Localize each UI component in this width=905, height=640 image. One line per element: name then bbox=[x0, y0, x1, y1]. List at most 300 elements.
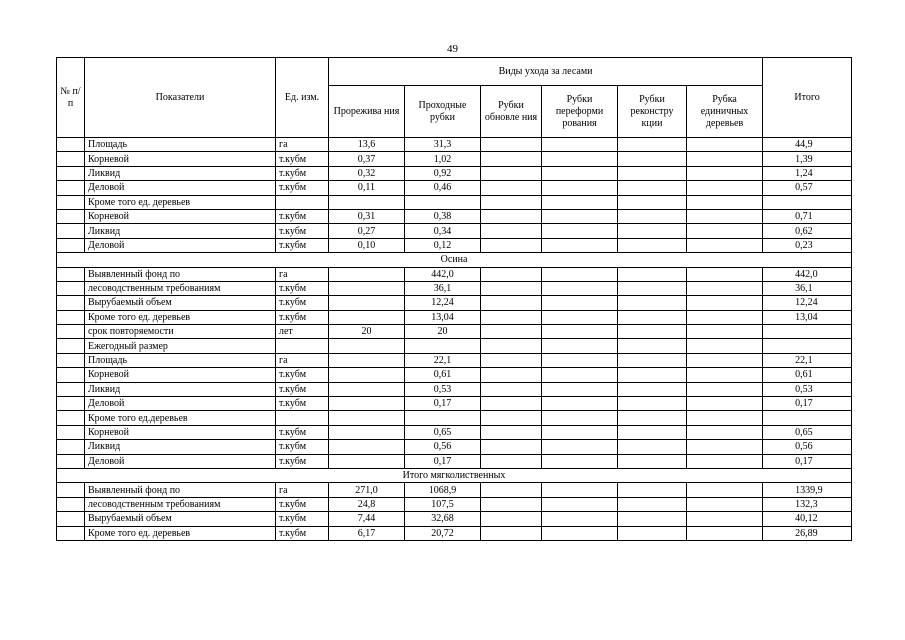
col-header-reconstruction-cutting: Рубки реконстру кции bbox=[618, 86, 687, 138]
table-row bbox=[57, 238, 852, 252]
indicator-cell: Площадь bbox=[85, 138, 276, 152]
single-tree-cutting-cell bbox=[687, 397, 763, 411]
reconstruction-cutting-cell bbox=[618, 353, 687, 367]
single-tree-cutting-cell bbox=[687, 425, 763, 439]
reconstruction-cutting-cell bbox=[618, 497, 687, 511]
single-tree-cutting-cell bbox=[687, 325, 763, 339]
renewal-cutting-cell bbox=[481, 238, 542, 252]
num-cell bbox=[57, 152, 85, 166]
total-cell: 0,23 bbox=[763, 238, 852, 252]
forest-care-table bbox=[56, 57, 852, 541]
passage-cutting-cell: 20,72 bbox=[405, 526, 481, 540]
total-cell: 36,1 bbox=[763, 281, 852, 295]
single-tree-cutting-cell bbox=[687, 195, 763, 209]
indicator-cell: Кроме того ед. деревьев bbox=[85, 310, 276, 324]
single-tree-cutting-cell bbox=[687, 267, 763, 281]
total-cell: 0,61 bbox=[763, 368, 852, 382]
total-cell: 44,9 bbox=[763, 138, 852, 152]
indicator-cell: Корневой bbox=[85, 425, 276, 439]
table-row bbox=[57, 526, 852, 540]
indicator-cell: Корневой bbox=[85, 368, 276, 382]
num-cell bbox=[57, 238, 85, 252]
num-cell bbox=[57, 440, 85, 454]
passage-cutting-cell: 36,1 bbox=[405, 281, 481, 295]
num-cell bbox=[57, 339, 85, 353]
indicator-cell: Деловой bbox=[85, 181, 276, 195]
reformation-cutting-cell bbox=[542, 483, 618, 497]
unit-cell: лет bbox=[276, 325, 329, 339]
table-row bbox=[57, 425, 852, 439]
unit-cell: т.кубм bbox=[276, 397, 329, 411]
table-row bbox=[57, 397, 852, 411]
table-row bbox=[57, 440, 852, 454]
thinning-cell: 7,44 bbox=[329, 512, 405, 526]
reconstruction-cutting-cell bbox=[618, 454, 687, 468]
unit-cell: га bbox=[276, 353, 329, 367]
total-cell bbox=[763, 339, 852, 353]
passage-cutting-cell: 31,3 bbox=[405, 138, 481, 152]
unit-cell: т.кубм bbox=[276, 296, 329, 310]
thinning-cell bbox=[329, 310, 405, 324]
renewal-cutting-cell bbox=[481, 353, 542, 367]
passage-cutting-cell: 12,24 bbox=[405, 296, 481, 310]
indicator-cell: Кроме того ед. деревьев bbox=[85, 526, 276, 540]
unit-cell bbox=[276, 195, 329, 209]
unit-cell bbox=[276, 339, 329, 353]
num-cell bbox=[57, 267, 85, 281]
table-row bbox=[57, 152, 852, 166]
thinning-cell bbox=[329, 339, 405, 353]
indicator-cell: Вырубаемый объем bbox=[85, 296, 276, 310]
single-tree-cutting-cell bbox=[687, 138, 763, 152]
renewal-cutting-cell bbox=[481, 440, 542, 454]
unit-cell: га bbox=[276, 483, 329, 497]
num-cell bbox=[57, 325, 85, 339]
total-cell: 0,17 bbox=[763, 454, 852, 468]
reconstruction-cutting-cell bbox=[618, 152, 687, 166]
unit-cell: т.кубм bbox=[276, 440, 329, 454]
renewal-cutting-cell bbox=[481, 267, 542, 281]
unit-cell: т.кубм bbox=[276, 224, 329, 238]
total-cell: 0,53 bbox=[763, 382, 852, 396]
renewal-cutting-cell bbox=[481, 497, 542, 511]
reconstruction-cutting-cell bbox=[618, 325, 687, 339]
reformation-cutting-cell bbox=[542, 325, 618, 339]
num-cell bbox=[57, 166, 85, 180]
indicator-cell: лесоводственным требованиям bbox=[85, 281, 276, 295]
total-cell: 22,1 bbox=[763, 353, 852, 367]
indicator-cell: Деловой bbox=[85, 238, 276, 252]
indicator-cell: Корневой bbox=[85, 152, 276, 166]
thinning-cell bbox=[329, 382, 405, 396]
single-tree-cutting-cell bbox=[687, 238, 763, 252]
thinning-cell bbox=[329, 267, 405, 281]
num-cell bbox=[57, 138, 85, 152]
renewal-cutting-cell bbox=[481, 368, 542, 382]
passage-cutting-cell: 0,38 bbox=[405, 209, 481, 223]
table-row bbox=[57, 310, 852, 324]
passage-cutting-cell: 0,92 bbox=[405, 166, 481, 180]
table-row bbox=[57, 224, 852, 238]
renewal-cutting-cell bbox=[481, 526, 542, 540]
unit-cell: т.кубм bbox=[276, 310, 329, 324]
single-tree-cutting-cell bbox=[687, 310, 763, 324]
renewal-cutting-cell bbox=[481, 152, 542, 166]
renewal-cutting-cell bbox=[481, 382, 542, 396]
reconstruction-cutting-cell bbox=[618, 209, 687, 223]
single-tree-cutting-cell bbox=[687, 209, 763, 223]
reformation-cutting-cell bbox=[542, 454, 618, 468]
total-cell: 0,56 bbox=[763, 440, 852, 454]
table-row bbox=[57, 195, 852, 209]
table-row bbox=[57, 181, 852, 195]
table-row bbox=[57, 339, 852, 353]
reconstruction-cutting-cell bbox=[618, 368, 687, 382]
indicator-cell: Выявленный фонд по bbox=[85, 483, 276, 497]
num-cell bbox=[57, 310, 85, 324]
reformation-cutting-cell bbox=[542, 238, 618, 252]
thinning-cell: 0,32 bbox=[329, 166, 405, 180]
thinning-cell bbox=[329, 281, 405, 295]
passage-cutting-cell: 0,56 bbox=[405, 440, 481, 454]
page-number: 49 bbox=[447, 43, 458, 55]
passage-cutting-cell: 0,53 bbox=[405, 382, 481, 396]
total-cell: 0,17 bbox=[763, 397, 852, 411]
reformation-cutting-cell bbox=[542, 497, 618, 511]
passage-cutting-cell: 107,5 bbox=[405, 497, 481, 511]
reformation-cutting-cell bbox=[542, 339, 618, 353]
total-cell bbox=[763, 195, 852, 209]
renewal-cutting-cell bbox=[481, 454, 542, 468]
table-row bbox=[57, 368, 852, 382]
num-cell bbox=[57, 497, 85, 511]
reformation-cutting-cell bbox=[542, 353, 618, 367]
single-tree-cutting-cell bbox=[687, 483, 763, 497]
indicator-cell: Кроме того ед. деревьев bbox=[85, 195, 276, 209]
col-header-unit: Ед. изм. bbox=[276, 58, 329, 138]
table-row bbox=[57, 411, 852, 425]
total-cell: 0,71 bbox=[763, 209, 852, 223]
reconstruction-cutting-cell bbox=[618, 181, 687, 195]
passage-cutting-cell: 32,68 bbox=[405, 512, 481, 526]
single-tree-cutting-cell bbox=[687, 224, 763, 238]
renewal-cutting-cell bbox=[481, 296, 542, 310]
single-tree-cutting-cell bbox=[687, 497, 763, 511]
reformation-cutting-cell bbox=[542, 397, 618, 411]
total-cell: 132,3 bbox=[763, 497, 852, 511]
single-tree-cutting-cell bbox=[687, 181, 763, 195]
reconstruction-cutting-cell bbox=[618, 411, 687, 425]
unit-cell: т.кубм bbox=[276, 238, 329, 252]
col-header-passage-cutting: Проходные рубки bbox=[405, 86, 481, 138]
reconstruction-cutting-cell bbox=[618, 483, 687, 497]
unit-cell bbox=[276, 411, 329, 425]
reformation-cutting-cell bbox=[542, 368, 618, 382]
reformation-cutting-cell bbox=[542, 224, 618, 238]
total-cell: 12,24 bbox=[763, 296, 852, 310]
total-cell: 40,12 bbox=[763, 512, 852, 526]
thinning-cell bbox=[329, 397, 405, 411]
single-tree-cutting-cell bbox=[687, 281, 763, 295]
single-tree-cutting-cell bbox=[687, 382, 763, 396]
passage-cutting-cell: 22,1 bbox=[405, 353, 481, 367]
num-cell bbox=[57, 209, 85, 223]
unit-cell: т.кубм bbox=[276, 497, 329, 511]
thinning-cell: 0,27 bbox=[329, 224, 405, 238]
single-tree-cutting-cell bbox=[687, 368, 763, 382]
num-cell bbox=[57, 368, 85, 382]
indicator-cell: Ликвид bbox=[85, 166, 276, 180]
renewal-cutting-cell bbox=[481, 224, 542, 238]
section-row bbox=[57, 253, 852, 267]
indicator-cell: Ликвид bbox=[85, 440, 276, 454]
renewal-cutting-cell bbox=[481, 195, 542, 209]
passage-cutting-cell: 0,46 bbox=[405, 181, 481, 195]
col-header-reformation-cutting: Рубки переформи рования bbox=[542, 86, 618, 138]
reconstruction-cutting-cell bbox=[618, 310, 687, 324]
renewal-cutting-cell bbox=[481, 181, 542, 195]
thinning-cell: 271,0 bbox=[329, 483, 405, 497]
col-header-single-tree-cutting: Рубка единичных деревьев bbox=[687, 86, 763, 138]
col-header-group: Виды ухода за лесами bbox=[329, 58, 763, 86]
total-cell: 13,04 bbox=[763, 310, 852, 324]
single-tree-cutting-cell bbox=[687, 440, 763, 454]
total-cell: 1339,9 bbox=[763, 483, 852, 497]
single-tree-cutting-cell bbox=[687, 166, 763, 180]
thinning-cell: 20 bbox=[329, 325, 405, 339]
renewal-cutting-cell bbox=[481, 209, 542, 223]
passage-cutting-cell: 1068,9 bbox=[405, 483, 481, 497]
renewal-cutting-cell bbox=[481, 512, 542, 526]
reformation-cutting-cell bbox=[542, 138, 618, 152]
reconstruction-cutting-cell bbox=[618, 195, 687, 209]
table-row bbox=[57, 296, 852, 310]
passage-cutting-cell: 0,61 bbox=[405, 368, 481, 382]
passage-cutting-cell: 442,0 bbox=[405, 267, 481, 281]
reformation-cutting-cell bbox=[542, 209, 618, 223]
thinning-cell bbox=[329, 368, 405, 382]
thinning-cell: 0,37 bbox=[329, 152, 405, 166]
passage-cutting-cell: 13,04 bbox=[405, 310, 481, 324]
passage-cutting-cell: 0,65 bbox=[405, 425, 481, 439]
num-cell bbox=[57, 353, 85, 367]
unit-cell: т.кубм bbox=[276, 209, 329, 223]
reformation-cutting-cell bbox=[542, 166, 618, 180]
reformation-cutting-cell bbox=[542, 296, 618, 310]
section-title: Итого мягколиственных bbox=[57, 468, 852, 482]
renewal-cutting-cell bbox=[481, 138, 542, 152]
unit-cell: т.кубм bbox=[276, 181, 329, 195]
total-cell: 26,89 bbox=[763, 526, 852, 540]
col-header-renewal-cutting: Рубки обновле ния bbox=[481, 86, 542, 138]
reformation-cutting-cell bbox=[542, 195, 618, 209]
table-row bbox=[57, 281, 852, 295]
reformation-cutting-cell bbox=[542, 411, 618, 425]
indicator-cell: лесоводственным требованиям bbox=[85, 497, 276, 511]
reformation-cutting-cell bbox=[542, 512, 618, 526]
single-tree-cutting-cell bbox=[687, 152, 763, 166]
renewal-cutting-cell bbox=[481, 411, 542, 425]
thinning-cell: 24,8 bbox=[329, 497, 405, 511]
thinning-cell: 13,6 bbox=[329, 138, 405, 152]
section-row bbox=[57, 468, 852, 482]
thinning-cell bbox=[329, 296, 405, 310]
passage-cutting-cell: 0,34 bbox=[405, 224, 481, 238]
renewal-cutting-cell bbox=[481, 339, 542, 353]
unit-cell: т.кубм bbox=[276, 368, 329, 382]
num-cell bbox=[57, 454, 85, 468]
reformation-cutting-cell bbox=[542, 425, 618, 439]
reformation-cutting-cell bbox=[542, 382, 618, 396]
unit-cell: т.кубм bbox=[276, 526, 329, 540]
renewal-cutting-cell bbox=[481, 281, 542, 295]
reconstruction-cutting-cell bbox=[618, 440, 687, 454]
num-cell bbox=[57, 425, 85, 439]
table-row bbox=[57, 382, 852, 396]
reformation-cutting-cell bbox=[542, 310, 618, 324]
table-row bbox=[57, 267, 852, 281]
unit-cell: т.кубм bbox=[276, 454, 329, 468]
reconstruction-cutting-cell bbox=[618, 166, 687, 180]
indicator-cell: Ежегодный размер bbox=[85, 339, 276, 353]
unit-cell: га bbox=[276, 267, 329, 281]
indicator-cell: Выявленный фонд по bbox=[85, 267, 276, 281]
col-header-thinning: Прорежива ния bbox=[329, 86, 405, 138]
col-header-indicator: Показатели bbox=[85, 58, 276, 138]
section-title: Осина bbox=[57, 253, 852, 267]
table-row bbox=[57, 166, 852, 180]
unit-cell: т.кубм bbox=[276, 425, 329, 439]
num-cell bbox=[57, 296, 85, 310]
single-tree-cutting-cell bbox=[687, 526, 763, 540]
thinning-cell bbox=[329, 425, 405, 439]
reformation-cutting-cell bbox=[542, 281, 618, 295]
single-tree-cutting-cell bbox=[687, 339, 763, 353]
passage-cutting-cell bbox=[405, 411, 481, 425]
passage-cutting-cell bbox=[405, 195, 481, 209]
reconstruction-cutting-cell bbox=[618, 425, 687, 439]
renewal-cutting-cell bbox=[481, 310, 542, 324]
indicator-cell: Кроме того ед.деревьев bbox=[85, 411, 276, 425]
thinning-cell bbox=[329, 195, 405, 209]
reconstruction-cutting-cell bbox=[618, 281, 687, 295]
passage-cutting-cell: 0,17 bbox=[405, 397, 481, 411]
reconstruction-cutting-cell bbox=[618, 382, 687, 396]
passage-cutting-cell: 20 bbox=[405, 325, 481, 339]
unit-cell: т.кубм bbox=[276, 166, 329, 180]
renewal-cutting-cell bbox=[481, 325, 542, 339]
unit-cell: т.кубм bbox=[276, 152, 329, 166]
indicator-cell: Корневой bbox=[85, 209, 276, 223]
thinning-cell: 0,31 bbox=[329, 209, 405, 223]
reconstruction-cutting-cell bbox=[618, 224, 687, 238]
reconstruction-cutting-cell bbox=[618, 397, 687, 411]
indicator-cell: Ликвид bbox=[85, 224, 276, 238]
thinning-cell bbox=[329, 353, 405, 367]
total-cell: 1,24 bbox=[763, 166, 852, 180]
passage-cutting-cell bbox=[405, 339, 481, 353]
num-cell bbox=[57, 411, 85, 425]
reconstruction-cutting-cell bbox=[618, 238, 687, 252]
single-tree-cutting-cell bbox=[687, 454, 763, 468]
total-cell: 0,62 bbox=[763, 224, 852, 238]
thinning-cell: 6,17 bbox=[329, 526, 405, 540]
unit-cell: га bbox=[276, 138, 329, 152]
table-row bbox=[57, 325, 852, 339]
indicator-cell: срок повторяемости bbox=[85, 325, 276, 339]
num-cell bbox=[57, 281, 85, 295]
total-cell: 442,0 bbox=[763, 267, 852, 281]
total-cell bbox=[763, 411, 852, 425]
table-row bbox=[57, 138, 852, 152]
reformation-cutting-cell bbox=[542, 526, 618, 540]
table-row bbox=[57, 483, 852, 497]
single-tree-cutting-cell bbox=[687, 353, 763, 367]
indicator-cell: Деловой bbox=[85, 397, 276, 411]
reformation-cutting-cell bbox=[542, 181, 618, 195]
table-row bbox=[57, 512, 852, 526]
thinning-cell: 0,11 bbox=[329, 181, 405, 195]
table-body bbox=[57, 138, 852, 541]
passage-cutting-cell: 0,12 bbox=[405, 238, 481, 252]
table-row bbox=[57, 353, 852, 367]
renewal-cutting-cell bbox=[481, 166, 542, 180]
reformation-cutting-cell bbox=[542, 267, 618, 281]
reconstruction-cutting-cell bbox=[618, 267, 687, 281]
thinning-cell: 0,10 bbox=[329, 238, 405, 252]
reconstruction-cutting-cell bbox=[618, 339, 687, 353]
total-cell: 0,65 bbox=[763, 425, 852, 439]
reconstruction-cutting-cell bbox=[618, 526, 687, 540]
indicator-cell: Вырубаемый объем bbox=[85, 512, 276, 526]
indicator-cell: Деловой bbox=[85, 454, 276, 468]
num-cell bbox=[57, 483, 85, 497]
col-header-total: Итого bbox=[763, 58, 852, 138]
total-cell bbox=[763, 325, 852, 339]
reformation-cutting-cell bbox=[542, 152, 618, 166]
single-tree-cutting-cell bbox=[687, 411, 763, 425]
single-tree-cutting-cell bbox=[687, 512, 763, 526]
table-row bbox=[57, 497, 852, 511]
passage-cutting-cell: 0,17 bbox=[405, 454, 481, 468]
table-row bbox=[57, 209, 852, 223]
indicator-cell: Ликвид bbox=[85, 382, 276, 396]
unit-cell: т.кубм bbox=[276, 281, 329, 295]
reformation-cutting-cell bbox=[542, 440, 618, 454]
unit-cell: т.кубм bbox=[276, 382, 329, 396]
thinning-cell bbox=[329, 411, 405, 425]
indicator-cell: Площадь bbox=[85, 353, 276, 367]
reconstruction-cutting-cell bbox=[618, 512, 687, 526]
renewal-cutting-cell bbox=[481, 397, 542, 411]
reconstruction-cutting-cell bbox=[618, 138, 687, 152]
num-cell bbox=[57, 526, 85, 540]
reconstruction-cutting-cell bbox=[618, 296, 687, 310]
num-cell bbox=[57, 224, 85, 238]
passage-cutting-cell: 1,02 bbox=[405, 152, 481, 166]
total-cell: 0,57 bbox=[763, 181, 852, 195]
total-cell: 1,39 bbox=[763, 152, 852, 166]
unit-cell: т.кубм bbox=[276, 512, 329, 526]
num-cell bbox=[57, 382, 85, 396]
thinning-cell bbox=[329, 454, 405, 468]
col-header-num: № п/п bbox=[57, 58, 85, 138]
num-cell bbox=[57, 397, 85, 411]
renewal-cutting-cell bbox=[481, 425, 542, 439]
thinning-cell bbox=[329, 440, 405, 454]
num-cell bbox=[57, 512, 85, 526]
num-cell bbox=[57, 195, 85, 209]
